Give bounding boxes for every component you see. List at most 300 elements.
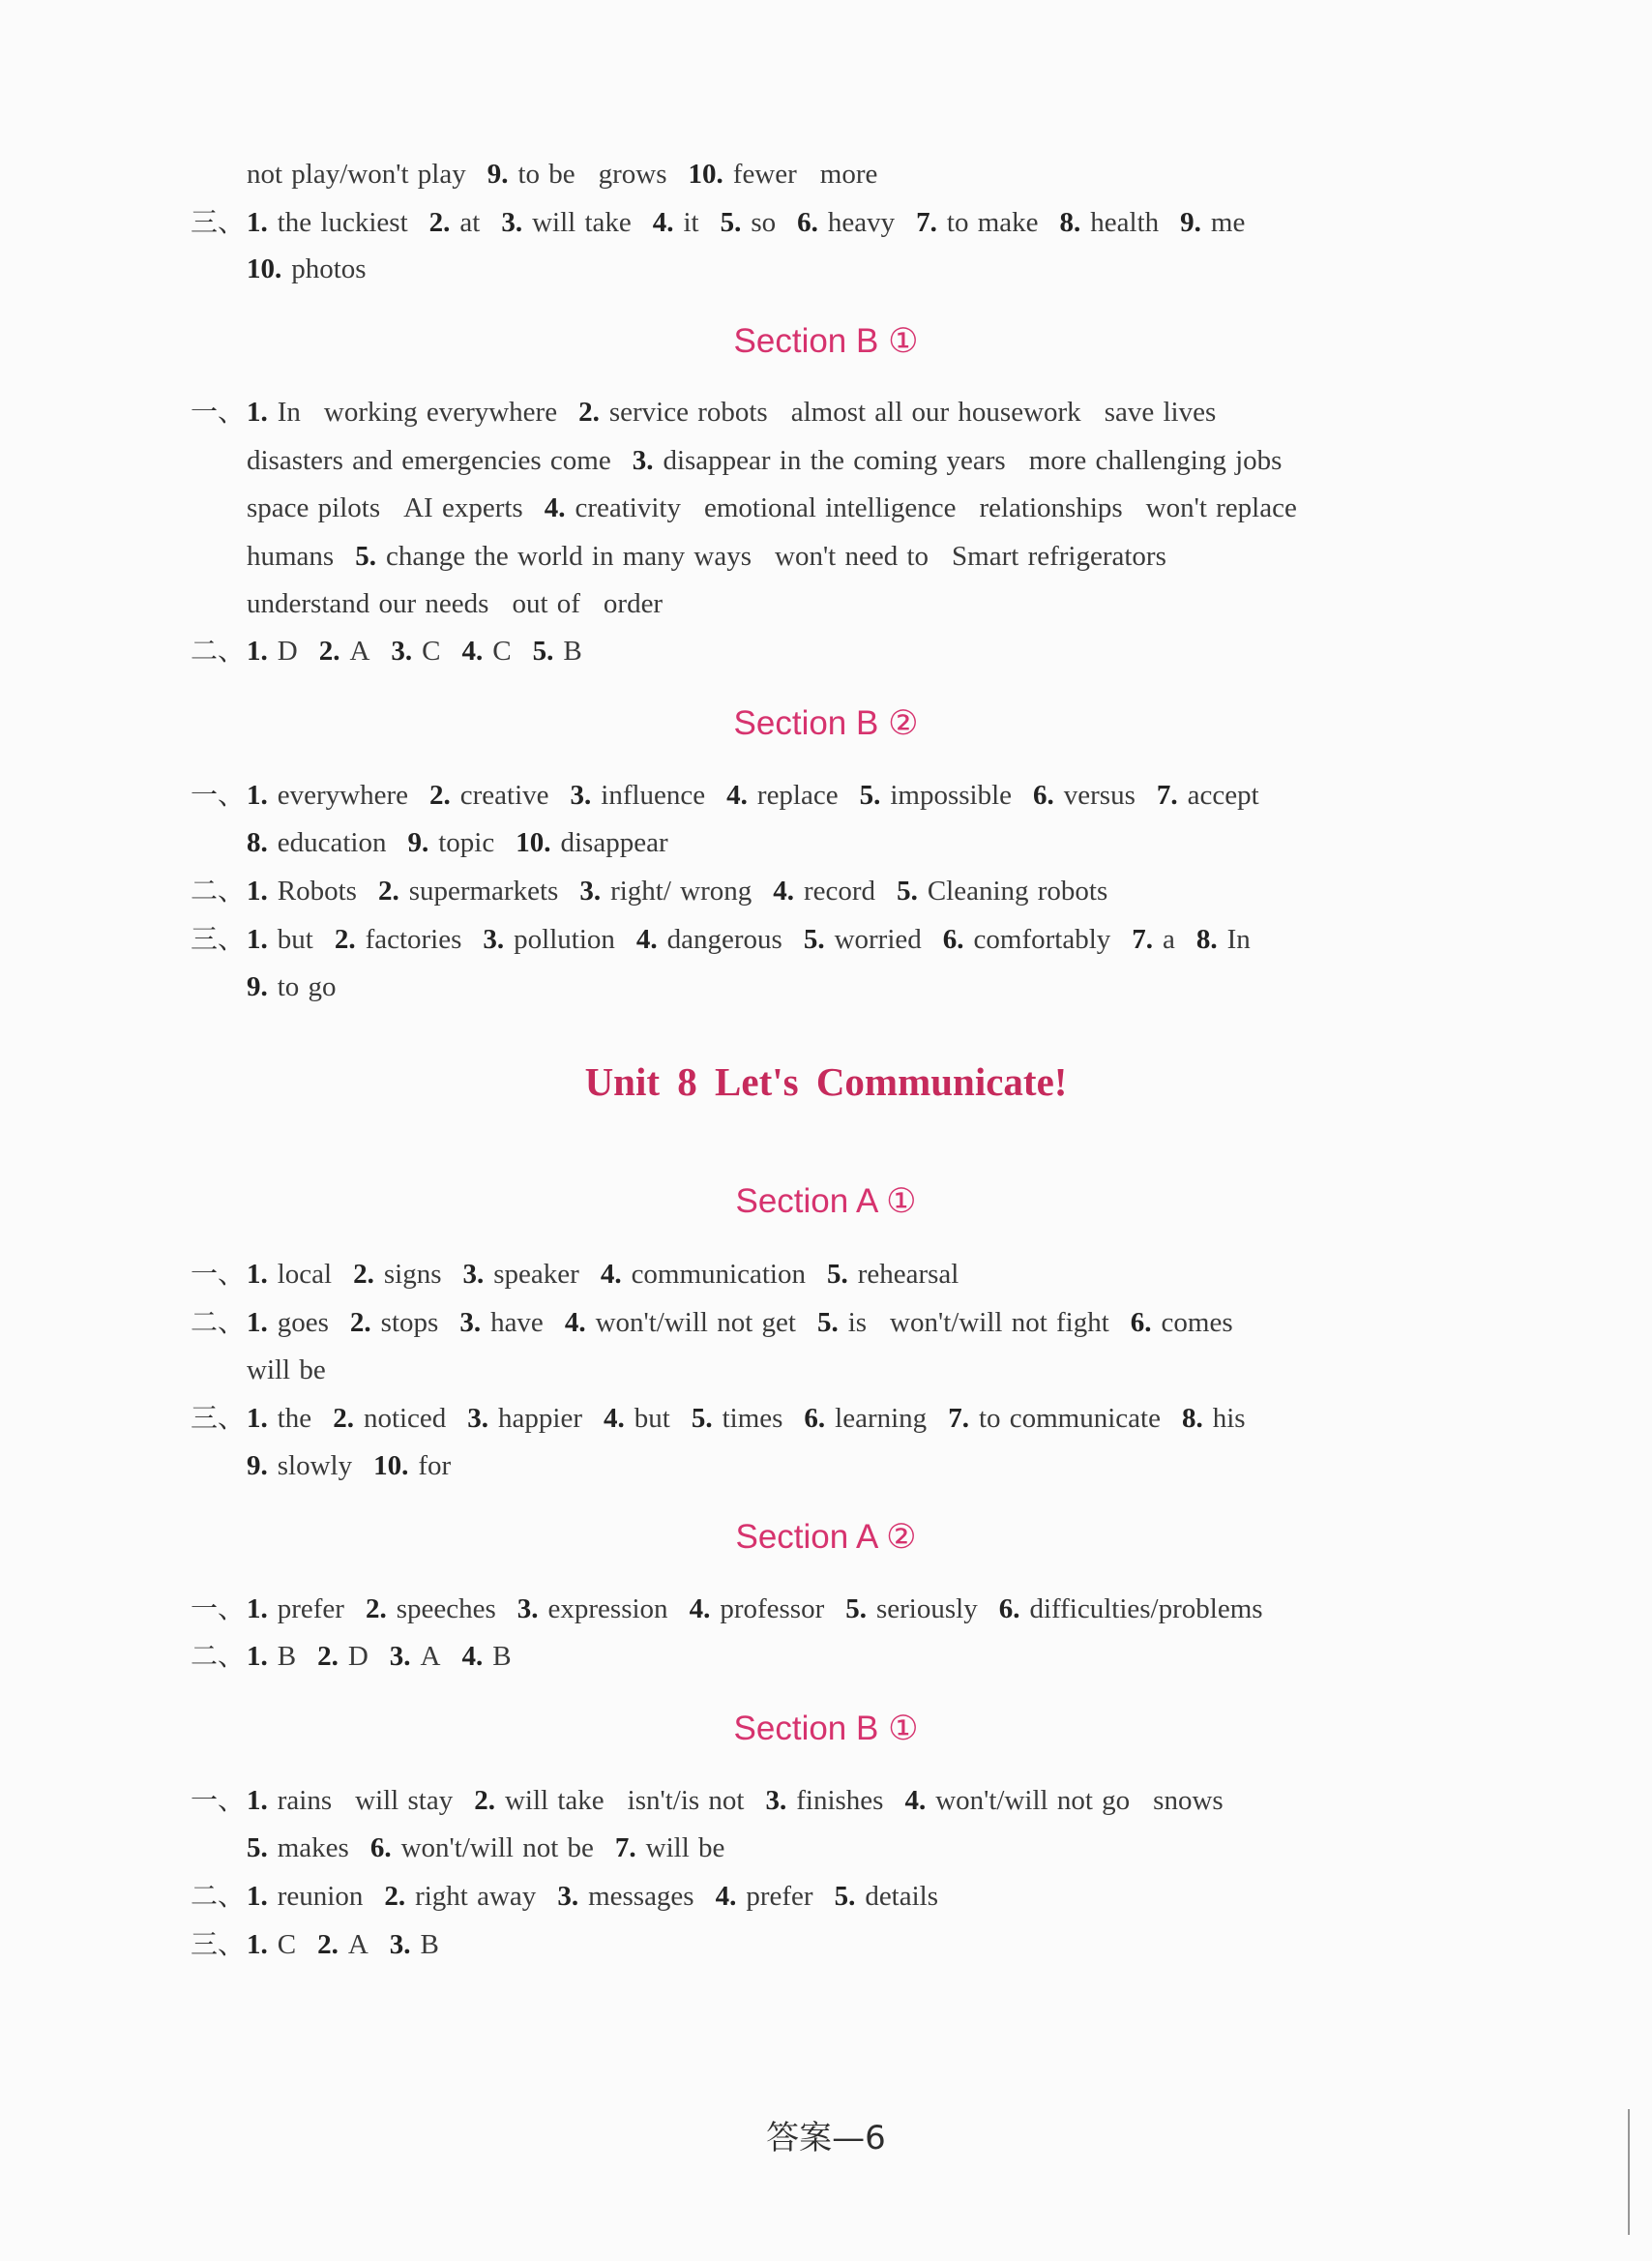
question-number: 1. [247, 1307, 268, 1338]
question-number: 2. [474, 1785, 495, 1816]
answer-line [191, 632, 1487, 670]
answer-item [366, 1593, 496, 1624]
answer-item [516, 827, 667, 858]
answer-text: speaker [493, 1259, 579, 1290]
answer-text: Robots [277, 876, 357, 907]
answer-item [247, 492, 523, 523]
answer-line [247, 537, 1543, 576]
answer-line [191, 1590, 1487, 1628]
answer-text: noticed [363, 1403, 447, 1434]
answer-item [247, 397, 557, 428]
answer-line [247, 1446, 1543, 1485]
answer-text: space pilots [247, 492, 381, 523]
part-marker: 二、 [191, 1880, 246, 1912]
question-number: 8. [1059, 207, 1081, 238]
question-number: 9. [247, 971, 268, 1002]
answer-item [689, 159, 878, 190]
question-number: 4. [726, 780, 748, 811]
part-marker: 三、 [191, 1402, 246, 1434]
answer-text: his [1212, 1403, 1246, 1434]
answer-item [1132, 924, 1175, 955]
answer-item [247, 207, 408, 238]
question-number: 10. [516, 827, 551, 858]
answer-item [370, 1832, 594, 1863]
answer-text: service robots [608, 397, 768, 428]
answer-item [317, 1929, 369, 1960]
answer-item [916, 207, 1038, 238]
answer-item [1033, 780, 1136, 811]
answer-text: professor [720, 1593, 825, 1624]
part-marker: 一、 [191, 1258, 246, 1290]
answer-text: messages [588, 1881, 694, 1912]
answer-item [247, 1403, 311, 1434]
answer-text: factories [365, 924, 462, 955]
part-marker: 一、 [191, 1784, 246, 1816]
answer-text: worried [834, 924, 922, 955]
answer-text: won't/will not fight [890, 1307, 1109, 1338]
answer-item [653, 207, 699, 238]
answer-text: at [459, 207, 481, 238]
answer-item [247, 924, 313, 955]
answer-text: fewer [732, 159, 797, 190]
answer-text: AI experts [403, 492, 523, 523]
answer-text: everywhere [277, 780, 408, 811]
question-number: 4. [715, 1881, 737, 1912]
question-number: 3. [459, 1307, 482, 1338]
answer-text: expression [547, 1593, 668, 1624]
question-number: 3. [389, 1641, 411, 1672]
answer-text: In [277, 397, 301, 428]
question-number: 1. [247, 207, 268, 238]
question-number: 2. [365, 1593, 387, 1624]
question-number: 2. [334, 924, 356, 955]
question-number: 6. [942, 924, 964, 955]
answer-text: D [347, 1641, 369, 1672]
answer-text: reunion [277, 1881, 364, 1912]
answer-item [904, 1785, 1223, 1816]
answer-item [716, 1881, 813, 1912]
answer-text: prefer [746, 1881, 813, 1912]
answer-text: pollution [514, 924, 615, 955]
answer-item [390, 1641, 441, 1672]
answer-item [247, 253, 367, 284]
question-number: 8. [247, 827, 268, 858]
answer-text: dangerous [666, 924, 782, 955]
question-number: 2. [377, 876, 399, 907]
answer-text: rains [277, 1785, 333, 1816]
part-marker: 二、 [191, 1640, 246, 1672]
answer-line [191, 920, 1487, 959]
answer-item [247, 1307, 329, 1338]
answer-item [391, 636, 440, 667]
answer-item [1182, 1403, 1246, 1434]
answer-item [247, 541, 334, 572]
answer-line [191, 1255, 1487, 1294]
answer-item [462, 1641, 512, 1672]
answer-line [247, 155, 1543, 193]
question-number: 4. [773, 876, 794, 907]
answer-item [797, 207, 895, 238]
answer-text: A [347, 1929, 369, 1960]
question-number: 5. [691, 1403, 713, 1434]
answer-text: won't/will not be [400, 1832, 594, 1863]
answer-text: won't/will not go [935, 1785, 1131, 1816]
answer-text: topic [438, 827, 495, 858]
page-edge-shadow [1628, 2109, 1630, 2235]
answer-line [247, 967, 1543, 1006]
answer-item [390, 1929, 439, 1960]
answer-text: difficulties/problems [1029, 1593, 1263, 1624]
answer-item [501, 207, 631, 238]
question-number: 2. [349, 1307, 371, 1338]
question-number: 6. [1033, 780, 1054, 811]
answer-item [578, 397, 1216, 428]
answer-item [407, 827, 494, 858]
question-number: 5. [247, 1832, 268, 1863]
question-number: 3. [579, 876, 602, 907]
answer-item [247, 780, 408, 811]
part-marker: 一、 [191, 1592, 246, 1624]
answer-text: is [847, 1307, 868, 1338]
question-number: 9. [487, 159, 509, 190]
answer-item [247, 1929, 296, 1960]
answer-item [615, 1832, 725, 1863]
answer-item [948, 1403, 1161, 1434]
answer-text: communication [631, 1259, 806, 1290]
unit-title: Unit 8 Let's Communicate! [584, 1059, 1068, 1104]
answer-item [483, 924, 614, 955]
question-number: 1. [247, 1259, 268, 1290]
question-number: 7. [916, 207, 937, 238]
answer-text: not play/won't play [247, 159, 466, 190]
answer-text: slowly [277, 1450, 353, 1481]
question-number: 3. [501, 207, 523, 238]
question-number: 3. [389, 1929, 411, 1960]
question-number: 2. [333, 1403, 354, 1434]
answer-item [773, 876, 875, 907]
answer-text: right/ wrong [610, 876, 752, 907]
answer-text: makes [277, 1832, 349, 1863]
answer-text: will stay [355, 1785, 454, 1816]
question-number: 2. [317, 1641, 339, 1672]
question-number: 5. [532, 636, 554, 667]
answer-text: humans [247, 541, 335, 572]
answer-line [247, 489, 1543, 527]
answer-item [1196, 924, 1251, 955]
question-number: 5. [826, 1259, 848, 1290]
answer-text: won't need to [775, 541, 929, 572]
question-number: 7. [614, 1832, 636, 1863]
question-number: 2. [428, 207, 451, 238]
question-number: 1. [247, 1785, 268, 1816]
answer-text: order [603, 588, 664, 619]
answer-item [557, 1881, 693, 1912]
answer-item [1157, 780, 1259, 811]
answer-item [247, 1832, 349, 1863]
answer-text: for [418, 1450, 452, 1481]
question-number: 8. [1181, 1403, 1203, 1434]
answer-text: comes [1161, 1307, 1233, 1338]
answer-text: B [563, 636, 582, 667]
answer-text: won't replace [1145, 492, 1297, 523]
question-number: 3. [570, 780, 592, 811]
answer-text: almost all our housework [790, 397, 1081, 428]
question-number: 5. [720, 207, 742, 238]
answer-text: accept [1187, 780, 1259, 811]
question-number: 1. [247, 1593, 268, 1624]
answer-text: out of [512, 588, 580, 619]
answer-item [333, 1403, 446, 1434]
question-number: 9. [1180, 207, 1201, 238]
answer-text: the luckiest [277, 207, 408, 238]
answer-item [487, 159, 667, 190]
answer-line [191, 393, 1487, 431]
answer-text: health [1090, 207, 1160, 238]
question-number: 3. [391, 636, 413, 667]
answer-text: a [1163, 924, 1175, 955]
answer-text: more challenging jobs [1028, 445, 1283, 476]
answer-item [579, 876, 752, 907]
answer-item [247, 1785, 453, 1816]
answer-text: but [634, 1403, 670, 1434]
question-number: 6. [1130, 1307, 1152, 1338]
part-marker: 三、 [191, 206, 246, 238]
question-number: 9. [407, 827, 429, 858]
answer-item [463, 1259, 579, 1290]
answer-item [317, 1641, 369, 1672]
answer-item [353, 1259, 441, 1290]
answer-item [247, 1354, 326, 1385]
answer-item [692, 1403, 783, 1434]
answer-item [247, 876, 357, 907]
question-number: 5. [355, 541, 376, 572]
answer-item [247, 445, 611, 476]
question-number: 7. [1156, 780, 1178, 811]
question-number: 4. [904, 1785, 927, 1816]
answer-text: won't/will not get [595, 1307, 796, 1338]
question-number: 10. [247, 253, 282, 284]
question-number: 1. [247, 924, 268, 955]
question-number: 2. [578, 397, 600, 428]
answer-item [726, 780, 838, 811]
answer-text: B [492, 1641, 512, 1672]
part-marker: 二、 [191, 1306, 246, 1338]
answer-item [247, 159, 466, 190]
question-number: 6. [797, 207, 818, 238]
question-number: 4. [461, 636, 484, 667]
part-marker: 三、 [191, 1928, 246, 1960]
question-number: 4. [461, 1641, 484, 1672]
answer-text: to make [946, 207, 1039, 238]
answer-item [319, 636, 370, 667]
answer-text: right away [415, 1881, 537, 1912]
question-number: 4. [544, 492, 566, 523]
question-number: 1. [247, 636, 268, 667]
answer-item [247, 827, 386, 858]
answer-text: working everywhere [323, 397, 558, 428]
question-number: 9. [247, 1450, 268, 1481]
answer-text: emotional intelligence [703, 492, 957, 523]
question-number: 4. [564, 1307, 586, 1338]
answer-item [247, 636, 298, 667]
answer-text: C [492, 636, 512, 667]
answer-item [804, 924, 922, 955]
answer-text: finishes [796, 1785, 884, 1816]
question-number: 4. [652, 207, 674, 238]
answer-text: prefer [277, 1593, 344, 1624]
answer-line [191, 776, 1487, 815]
answer-item [636, 924, 782, 955]
answer-text: education [277, 827, 387, 858]
answer-item [845, 1593, 977, 1624]
answer-item [827, 1259, 959, 1290]
answer-line [247, 250, 1543, 288]
answer-text: change the world in many ways [385, 541, 752, 572]
answer-text: A [349, 636, 370, 667]
question-number: 2. [429, 780, 451, 811]
answer-text: B [277, 1641, 297, 1672]
question-number: 3. [765, 1785, 787, 1816]
answer-line [247, 1351, 1543, 1389]
answer-text: grows [598, 159, 667, 190]
answer-text: the [277, 1403, 312, 1434]
question-number: 3. [483, 924, 505, 955]
answer-text: details [865, 1881, 939, 1912]
part-marker: 二、 [191, 635, 246, 667]
section-heading: Section A ① [735, 1182, 917, 1220]
answer-text: record [804, 876, 876, 907]
answer-item [429, 780, 549, 811]
answer-text: disappear [560, 827, 668, 858]
answer-line [191, 872, 1487, 910]
answer-item [1180, 207, 1245, 238]
answer-text: isn't/is not [627, 1785, 745, 1816]
answer-text: will be [645, 1832, 725, 1863]
answer-text: goes [277, 1307, 329, 1338]
question-number: 5. [859, 780, 881, 811]
answer-line [247, 823, 1543, 862]
answer-text: photos [291, 253, 367, 284]
question-number: 10. [688, 159, 723, 190]
answer-line [247, 584, 1543, 623]
section-heading: Section B ② [733, 704, 919, 742]
answer-text: C [422, 636, 441, 667]
question-number: 4. [635, 924, 658, 955]
question-number: 5. [803, 924, 825, 955]
answer-item [247, 1641, 296, 1672]
answer-item [765, 1785, 883, 1816]
answer-item [350, 1307, 438, 1338]
answer-text: creative [459, 780, 549, 811]
answer-item [247, 1881, 363, 1912]
question-number: 3. [557, 1881, 579, 1912]
answer-item [565, 1307, 796, 1338]
question-number: 10. [373, 1450, 409, 1481]
answer-text: impossible [890, 780, 1013, 811]
answer-text: save lives [1104, 397, 1217, 428]
answer-text: D [277, 636, 298, 667]
question-number: 4. [689, 1593, 711, 1624]
answer-item [247, 1593, 344, 1624]
answer-text: but [277, 924, 313, 955]
answer-line [191, 203, 1487, 242]
answer-item [474, 1785, 744, 1816]
question-number: 3. [632, 445, 654, 476]
part-marker: 二、 [191, 875, 246, 907]
question-number: 2. [317, 1929, 339, 1960]
question-number: 5. [816, 1307, 839, 1338]
question-number: 6. [804, 1403, 826, 1434]
answer-item [604, 1403, 670, 1434]
answer-item [817, 1307, 1109, 1338]
answer-text: versus [1063, 780, 1136, 811]
answer-text: snows [1153, 1785, 1224, 1816]
question-number: 1. [247, 780, 268, 811]
part-marker: 三、 [191, 923, 246, 955]
answer-text: disappear in the coming years [663, 445, 1006, 476]
answer-text: so [751, 207, 777, 238]
answer-text: rehearsal [857, 1259, 959, 1290]
question-number: 1. [247, 1881, 268, 1912]
question-number: 8. [1195, 924, 1218, 955]
answer-item [860, 780, 1012, 811]
answer-text: B [420, 1929, 439, 1960]
question-number: 1. [247, 1641, 268, 1672]
page-footer: 答案—6 [766, 2119, 886, 2157]
answer-item [462, 636, 512, 667]
section-heading: Section B ① [733, 322, 919, 360]
answer-text: will take [504, 1785, 605, 1816]
question-number: 3. [516, 1593, 539, 1624]
question-number: 3. [467, 1403, 489, 1434]
answer-text: comfortably [973, 924, 1111, 955]
answer-text: stops [380, 1307, 439, 1338]
question-number: 5. [897, 876, 918, 907]
answer-text: C [277, 1929, 297, 1960]
answer-item [804, 1403, 927, 1434]
answer-item [459, 1307, 544, 1338]
question-number: 4. [600, 1259, 622, 1290]
question-number: 4. [604, 1403, 625, 1434]
answer-item [533, 636, 582, 667]
answer-text: happier [498, 1403, 583, 1434]
section-heading: Section B ① [733, 1710, 919, 1747]
answer-line [191, 1637, 1487, 1676]
answer-line [191, 1925, 1487, 1964]
answer-item [429, 207, 481, 238]
answer-item [355, 541, 1166, 572]
answer-item [378, 876, 558, 907]
question-number: 2. [353, 1259, 374, 1290]
answer-text: supermarkets [408, 876, 559, 907]
answer-text: will take [532, 207, 632, 238]
question-number: 7. [948, 1403, 969, 1434]
answer-line [247, 1829, 1543, 1867]
answer-line [191, 1399, 1487, 1438]
answer-item [247, 1259, 332, 1290]
question-number: 1. [247, 1403, 268, 1434]
answer-item [335, 924, 462, 955]
answer-text: replace [756, 780, 839, 811]
answer-line [247, 441, 1543, 480]
answer-line [191, 1303, 1487, 1342]
answer-item [999, 1593, 1263, 1624]
answer-item [835, 1881, 938, 1912]
answer-item [690, 1593, 825, 1624]
answer-text: disasters and emergencies come [247, 445, 611, 476]
answer-text: influence [601, 780, 706, 811]
answer-item [517, 1593, 668, 1624]
